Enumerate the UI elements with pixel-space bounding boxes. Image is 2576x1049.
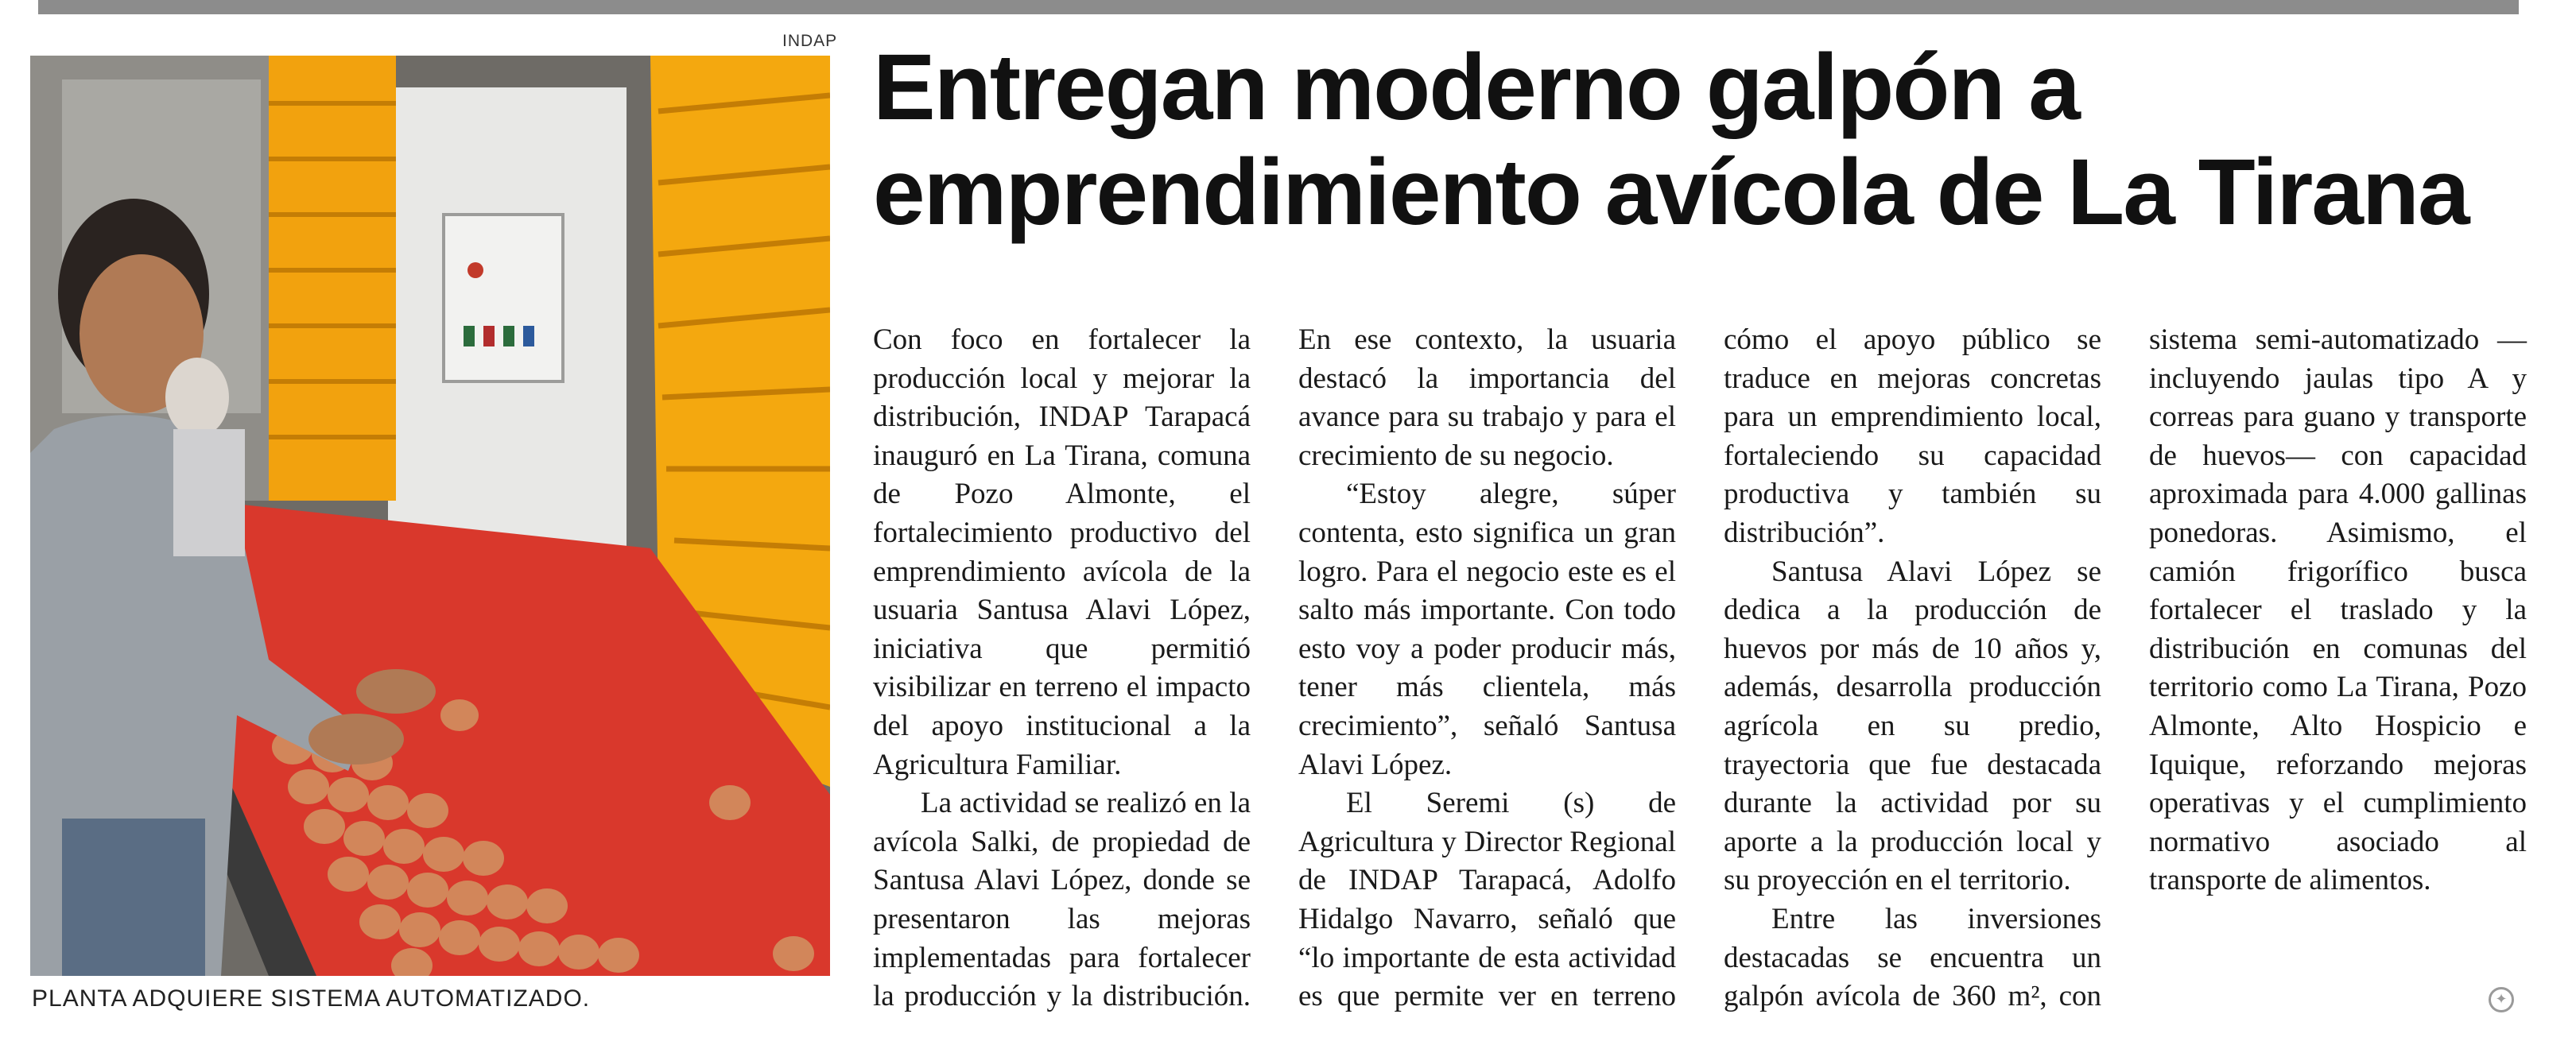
top-rule bbox=[38, 0, 2519, 14]
body-paragraph: La actividad se realizó en la avícola Salki, de propiedad de Santusa Alavi López, donde se presentaron las mejoras implementadas para fortalecer la producción y la distribución. En ese contexto, la usuaria destacó la importancia del avance para su trabajo y para el crecimiento de su negocio. bbox=[873, 323, 1676, 1013]
body-paragraph: Santusa Alavi López se dedica a la producción de huevos por más de 10 años y, además, desarrolla producción agrícola en su predio, trayectoria que fue destacada durante la actividad por su aporte a la producción local y su proyección en el territorio. bbox=[1724, 555, 2101, 897]
photo-credit: INDAP bbox=[782, 32, 838, 50]
circle-end-icon: ✦ bbox=[2489, 987, 2514, 1012]
photo-caption: PLANTA ADQUIERE SISTEMA AUTOMATIZADO. bbox=[32, 985, 591, 1012]
article-photo bbox=[30, 56, 830, 976]
body-paragraph: El Seremi (s) de Agricultura y Director Regional de INDAP Tarapacá, Adolfo Hidalgo Navarro, señaló que “lo importante de esta actividad es que permite ver en terreno cómo el apoyo público se traduce en mejoras concretas para un emprendimiento local, fortaleciendo su capacidad productiva y también su distribución”. bbox=[1298, 323, 2101, 1013]
body-paragraph: “Estoy alegre, súper contenta, esto significa un gran logro. Para el negocio este es el salto más importante. Con todo esto voy a poder producir más, tener más clientela, más crecimiento”, señaló Santusa Alavi López. bbox=[1298, 478, 1676, 781]
body-paragraph: Con foco en fortalecer la producción local y mejorar la distribución, INDAP Tarapacá inauguró en La Tirana, comuna de Pozo Almonte, el fortalecimiento productivo del emprendimiento avícola de la usuaria Santusa Alavi López, iniciativa que permitió visibilizar en terreno el impacto del apoyo institucional a la Agricultura Familiar. bbox=[873, 323, 1251, 781]
article-body bbox=[873, 321, 2527, 1020]
body-paragraph: Entre las inversiones destacadas se encuentra un galpón avícola de 360 m², con sistema semi-automatizado —incluyendo jaulas tipo A y correas para guano y transporte de huevos— con capacidad aproximada para 4.000 gallinas ponedoras. Asimismo, el camión frigorífico busca fortalecer el traslado y la distribución en comunas del territorio como La Tirana, Pozo Almonte, Alto Hospicio e Iquique, reforzando mejoras operativas y el cumplimiento normativo asociado al transporte de alimentos. bbox=[1724, 323, 2527, 1013]
headline: Entregan moderno galpón a emprendimiento avícola de La Tirana bbox=[873, 35, 2469, 245]
